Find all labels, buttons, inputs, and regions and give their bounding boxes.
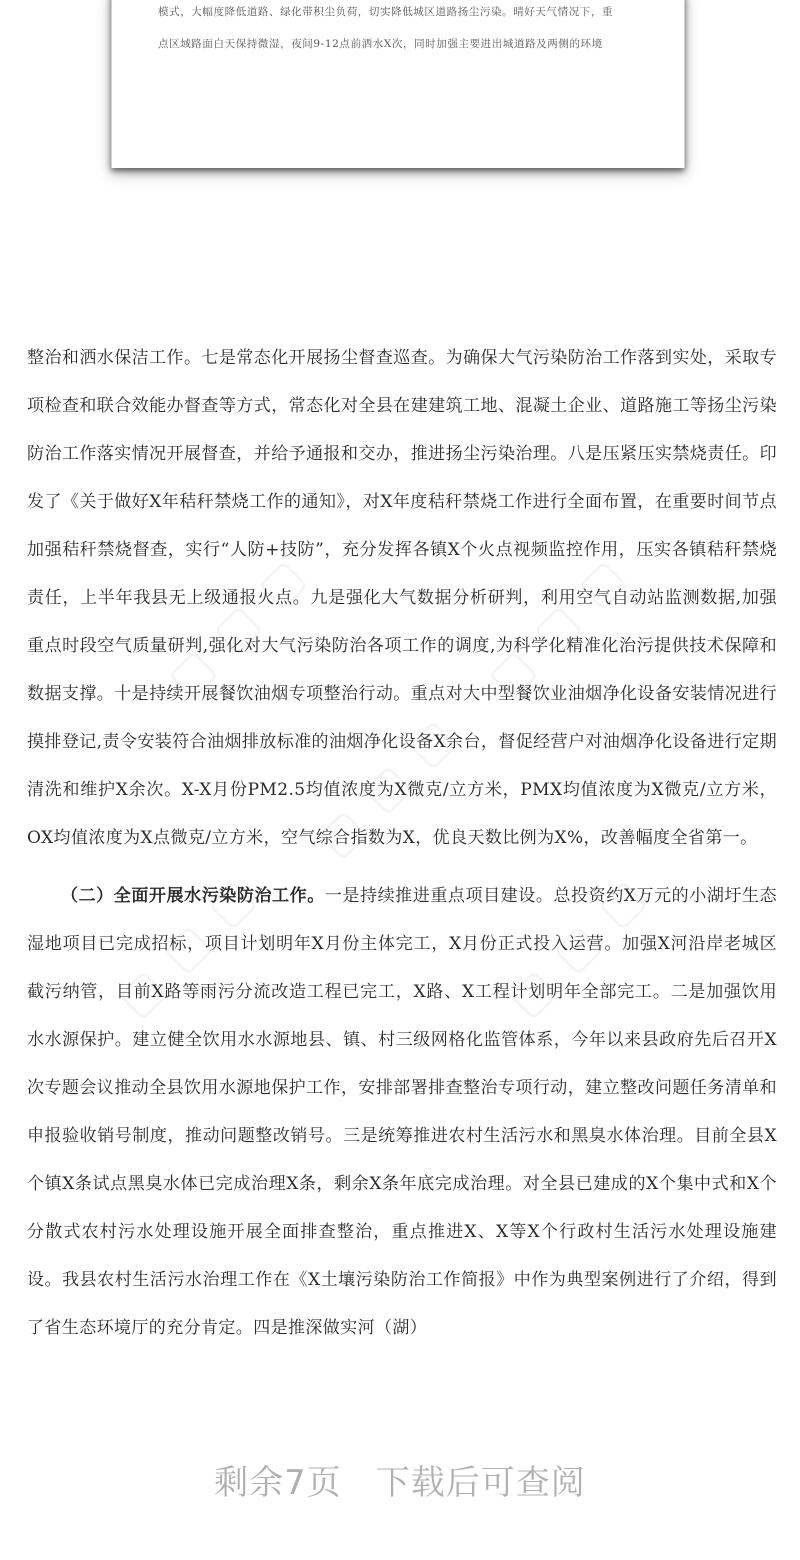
- paragraph-text: 一是持续推进重点项目建设。总投资约X万元的小湖圩生态湿地项目已完成招标，项目计划明年X月份主体完工，X月份正式投入运营。加强X河沿岸老城区截污纳管，目前X路等雨污分流改造工程已完工，X路、X工程计划明年全部完工。二是加强饮用水水源保护。建立健全饮用水水源地县、镇、村三级网格化监管体系，今年以来县政府先后召开X次专题会议推动全县饮用水源地保护工作，安排部署排查整治专项行动，建立整改问题任务清单和申报验收销号制度，推动问题整改销号。三是统筹推进农村生活污水和黑臭水体治理。目前全县X个镇X条试点黑臭水体已完成治理X条，剩余X条年底完成治理。对全县已建成的X个集中式和X个分散式农村污水处理设施开展全面排查整治，重点推进X、X等X个行政村生活污水处理设施建设。我县农村生活污水治理工作在《X土壤污染防治工作简报》中作为典型案例进行了介绍，得到了省生态环境厅的充分肯定。四是推深做实河（湖）: [27, 886, 777, 1338]
- page-preview-card: [111, 0, 685, 168]
- section-heading: （二）全面开展水污染防治工作。: [61, 886, 325, 906]
- preview-text-line: 模式，大幅度降低道路、绿化带积尘负荷，切实降低城区道路扬尘污染。晴好天气情况下，重: [158, 6, 614, 18]
- download-to-read-link[interactable]: 下载后可查阅: [375, 1463, 586, 1503]
- remaining-pages-count: 剩余7页: [214, 1463, 342, 1503]
- paragraph-air-pollution: 整治和洒水保洁工作。七是常态化开展扬尘督查巡查。为确保大气污染防治工作落到实处，采取专项检查和联合效能办督查等方式，常态化对全县在建建筑工地、混凝土企业、道路施工等扬尘污染防治工作落实情况开展督查，并给予通报和交办，推进扬尘污染治理。八是压紧压实禁烧责任。印发了《关于做好X年秸秆禁烧工作的通知》，对X年度秸秆禁烧工作进行全面布置，在重要时间节点加强秸秆禁烧督查，实行“人防+技防”，充分发挥各镇X个火点视频监控作用，压实各镇秸秆禁烧责任，上半年我县无上级通报火点。九是强化大气数据分析研判，利用空气自动站监测数据,加强重点时段空气质量研判,强化对大气污染防治各项工作的调度,为科学化精准化治污提供技术保障和数据支撑。十是持续开展餐饮油烟专项整治行动。重点对大中型餐饮业油烟净化设备安装情况进行摸排登记,责令安装符合油烟排放标准的油烟净化设备X余台，督促经营户对油烟净化设备进行定期清洗和维护X余次。X-X月份PM2.5均值浓度为X微克/立方米，PMX均值浓度为X微克/立方米，OX均值浓度为X点微克/立方米，空气综合指数为X，优良天数比例为X%，改善幅度全省第一。: [27, 348, 777, 848]
- paragraph-water-pollution: [27, 872, 777, 1352]
- preview-text-line: 点区域路面白天保持微湿，夜间9-12点前洒水X次，同时加强主要进出城道路及两侧的环境: [158, 38, 603, 50]
- remaining-pages-banner[interactable]: [0, 1455, 800, 1504]
- document-body: [27, 334, 777, 1352]
